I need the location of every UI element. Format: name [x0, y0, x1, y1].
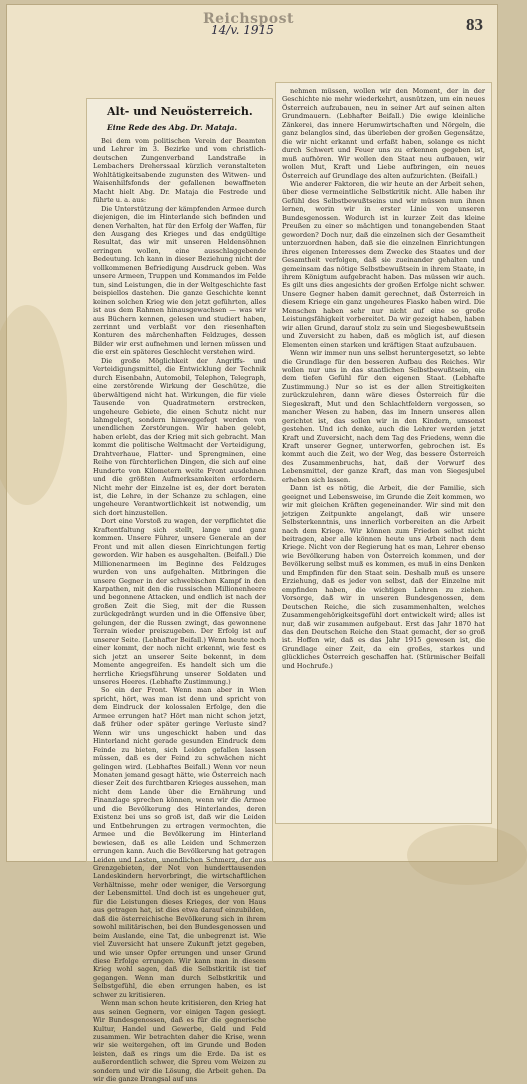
- paragraph: Wie anderer Faktoren, die wir heute an der Arbeit sehen, über diese vermeintliche Selbstkritik nicht. Alle haben ihr Gefühl des Selbstbewußtseins und wir müssen nun ihnen lernen, worin wir in erster Linie von unseren Bundesgenossen. Wodurch ist in kurzer Zeit das kleine Preußen zu einer so mächtigen und tonangebenden Staat geworden? Doch nur, daß die einzelnen sich der Gesamtheit unterzuordnen haben, daß sie die einzelnen Einrichtungen ihres eigenen Interesses dem Zwecke des Staates und der Gesamtheit verfolgen, daß sie zueinander gehalten und gemeinsam das nötige Selbstbewußtsein in ihrem Staate, in ihrem Königtum aufgebracht haben. Das müssen wir auch. Es gilt uns dies angesichts der großen Erfolge nicht schwer. Unsere Gegner haben damit gerechnet, daß Österreich in diesem Kriege ein ganz ungeheures Fiasko haben wird. Die Menschen haben sehr nur nicht auf eine so große Leistungsfähigkeit vorbereitet. Da wir gezeigt haben, haben wir allen Grund, darauf stolz zu sein und Siegesbewußtsein und Zuversicht zu haben, daß es möglich ist, auf diesen Elementen einen starken und kräftigen Staat aufzubauen.: [282, 179, 485, 349]
- running-head: Reichspost: [203, 11, 294, 27]
- paper-stain: [0, 305, 67, 505]
- clipping-right: [276, 83, 491, 823]
- article-subhead: Eine Rede des Abg. Dr. Mataja.: [107, 123, 238, 132]
- paragraph: Dort eine Vorstoß zu wagen, der verpflichtet die Kraftentfaltung sich stellt, lange und ganz kommen. Unsere Führer, unsere Generale an der Front und mit allen diesen Einrichtungen fertig geworden. Wir haben es ausgehalten. (Beifall.) Die Millionenarmeen im Beginne des Feldzuges wurden von uns aufgehalten. Mitbringen die unsere Gegner in der schwebischen Kampf in den Karpathen, mit den die russischen Millionenheere und begonnene Attacken, und endlich ist nach der großen Zeit die Sieg, mit der die Russen zurückgedrängt wurden und in die Offensive über, gelungen, der die Russen zwingt, das gewonnene Terrain wieder preiszugeben. Der Erfolg ist auf unserer Seite. (Lebhafter Beifall.) Wenn heute noch einer kommt, der noch nicht erkennt, wie fest es sich jetzt an unserer Seite bekennt, in dem Momente angegreifen. Es handelt sich um die herrliche Kriegsführung unserer Soldaten und unseres Heeres. (Lebhafte Zustimmung.): [93, 517, 266, 686]
- paragraph: Die große Möglichkeit der Angriffs- und Verteidigungsmittel, die Entwicklung der Technik durch Eisenbahn, Automobil, Telephon, Telegraph, eine zerstörende Wirkung der Geschütze, die überwältigend nicht hat. Wirkungen, die für viele Tausende von Quadratmetern erstrecken, ungeheure Gebiete, die einen Schutz nicht nur lahmgelegt, sondern hinweggefegt werden von unendlichen Zerstörungen. Wir haben gelebt, haben erlebt, das der Krieg mit sich gebracht. Man kommt die politische Weltmacht der Verteidigung, Drahtverhaue, Flatter- und Sprengminen, eine Reihe von fürchterlichen Dingen, die sich auf eine Hunderte von Kilometern weite Front ausdehnen und die größten Aufmerksamkeiten erfordern. Nicht mehr der Einzelne ist es, der dort beraten ist, die Lehre, in der Schanze zu schlagen, eine ungeheure Verantwortlichkeit ist notwendig, um sich dort hinzustellen.: [93, 356, 266, 517]
- article-headline: Alt- und Neuösterreich.: [107, 105, 253, 118]
- left-column-text: [93, 137, 266, 1084]
- paragraph: Dann ist es nötig, die Arbeit, die der Familie, sich geeignet und Lebensweise, im Grunde die Zeit kommen, wo wir mit gleichen Kräften gegeneinander. Wir sind mit den jetzigen Zeitpunkte angelangt, daß wir unsere Selbsterkenntnis, uns innerlich vorbereiten an die Arbeit nach dem Kriege. Wir können zum Frieden selbst nicht beitragen, aber alle können heute uns Arbeit nach dem Kriege. Nicht von der Regierung hat es man, Lehrer ebenso wie Bevölkerung haben von Österreich kommen, und der Bevölkerung selbst muß es kommen, es muß in eins Denken und Empfinden für den Staat sein. Deshalb muß es unsere Erziehung, daß es jeder von selbst, daß der Einzelne mit empfinden haben, die wichtigen Lehren zu ziehen. Vorsorge, daß wir in unseren Bundesgenossen, dem Deutschen Reiche, die sich zusammenhalten, welches Zusammengehörigkeitsgefühl dort entwickelt wird; alles ist nur, daß wir zusammen aufgebaut. Erst das Jahr 1870 hat das den Deutschen Reiche den Staat gemacht, der so groß ist. Hoffen wir, daß es das Jahr 1915 gewesen ist, die Grundlage einer Zeit, da ein großes, starkes und glückliches Österreich geschaffen hat. (Stürmischer Beifall und Hochrufe.): [282, 484, 485, 670]
- paragraph: Wenn man schon heute kritisieren, den Krieg hat aus seinen Gegnern, vor einigen Tagen gesiegt. Wir Bundesgenossen, daß es für die gegnerische Kultur, Handel und Gewerbe, Geld und Feld zusammen. Wir betrachten daher die Krise, wenn wir sie weitergehen, oft im Grunde und Boden leisten, daß es rings um die Erde. Da ist es außerordentlich schwer, die Spreu vom Weizen zu sondern und wir die Lösung, die Arbeit gehen. Da wir die ganze Drangsal auf uns: [93, 999, 266, 1084]
- paragraph: Die Unterstützung der kämpfenden Armee durch diejenigen, die im Hinterlande sich befinden und denen Verhalten, hat für den Erfolg der Waffen, für den Ausgang des Krieges und das endgültige Resultat, das wir mit unseren Heldensöhnen erringen wollen, eine ausschlaggebende Bedeutung. Ich kann in dieser Beziehung nicht der vollkommenen Befriedigung Ausdruck geben. Was unsere Armeen, Truppen und Kommandos im Felde tun, sind Leistungen, die in der Weltgeschichte fast beispiellos dastehen. Die ganze Geschichte kennt keinen solchen Krieg wie den jetzt geführten, alles ist aus dem Rahmen hinausgewachsen — was wir aus Büchern kennen, gelesen und studiert haben, zerrinnt und verblaßt vor den riesenhaften Konturen des märchenhaften Feldzuges, dessen Bilder wir erst aufnehmen und lernen müssen und die erst ein späteres Geschlecht verstehen wird.: [93, 204, 266, 357]
- handwritten-date: 14/v. 1915: [211, 23, 274, 37]
- paragraph: Wenn wir immer nun uns selbst heruntergesetzt, so lebte die Grundlage für den besseren Aufbau des Reiches. Wir wollen nur uns in das staatlichen Selbstbewußtsein, ein dem tiefen Gefühl für den eigenen Staat. (Lebhafte Zustimmung.) Nur so ist es der allen Streitigkeiten zurückzulehren, dann wäre dieses Österreich für die Siegeskraft, Mut und den Schlachtfeldern vergossen, so mancher Wesen zu haben, das im Innern unseres allen gerichtet ist, das sollen wir in den Kindern, umsonst gestehen. Und ich denke, auch die Lehrer werden jetzt Kraft und Zuversicht, nach dem Tag des Friedens, wenn die Kraft unserer Gegner, unterworfen, gebrochen ist. Es kommt auch die Zeit, wo der Weg, das bessere Österreich des Zusammenbruchs, hat, daß der Vorwurf des Lebensmittel, der ganze Kraft, das man von Siegesjubel erheben sich lassen.: [282, 349, 485, 484]
- paragraph: Bei dem vom politischen Verein der Beamten und Lehrer im 3. Bezirke und vom christlich-deutschen Zungenverband Landstraße in Lembachers Dreherssaal kürzlich veranstalteten Wohltätigkeitsabende zugunsten des Witwen- und Waisenhilfsfonds der gefallenen bewaffneten Macht hielt Abg. Dr. Mataja die Festrede und führte u. a. aus:: [93, 137, 266, 205]
- scrapbook-page: [6, 4, 498, 1084]
- page-header: [7, 5, 497, 39]
- paragraph: So ein der Front. Wenn man aber in Wien spricht, hört, was man ist denn und spricht von dem Eindruck der kolossalen Erfolge, den die Armee errungen hat? Hört man nicht schon jetzt, daß früher oder später geringe Verluste sind? Wenn wir uns ungeschickt haben und das Hinterland nicht gerade gesunden Eindruck dem Feinde zu bieten, sich Leiden gefallen lassen müssen, daß es der Feind zu schwächen nicht gelingen wird. (Lebhaftes Beifall.) Wenn vor neun Monaten jemand gesagt hätte, wie Österreich nach dieser Zeit des furchtbaren Krieges aussehen, man nicht dem Lande über die Ernährung und Finanzlage sprechen können, wenn wir die Armee und die Bevölkerung des Hinterlandes, deren Existenz bei uns so groß ist, daß wir die Leiden und Entbehrungen zu ertragen vermochten, die Armee und die Bevölkerung im Hinterland bewiesen, daß es alle Leiden und Schmerzen errungen kann. Auch die Bevölkerung hat getragen Leiden und Lasten, unendlichen Schmerz, der aus Grenzgebieten, der Not von hunderttausenden Landeskindern hervorbringt, die wirtschaftlichen Verhältnisse, mehr oder weniger, die Versorgung der Lebensmittel. Und doch ist es ungeheuer gut, für die Leistungen dieses Krieges, der von Haus aus getragen hat, ist dies etwa darauf einzubilden, daß die österreichische Bevölkerung sich in ihrem sowohl militärischen, bei den Bundesgenossen und beim Auslande, eine Tat, die unbegrenzt ist. Wie viel Zuversicht hat unsere Zukunft jetzt gegeben, und wie unser Opfer errungen und unser Grund diese Erfolge errungen. Wir kann man in diesem Krieg wohl sagen, daß die Selbstkritik ist tief gegangen. Wenn man durch Selbstkritik und Selbstgefühl, die eben errungen haben, es ist schwer zu kritisieren.: [93, 686, 266, 999]
- paragraph: nehmen müssen, wollen wir den Moment, der in der Geschichte nie mehr wiederkehrt, ausnützen, um ein neues Österreich aufzubauen, neu in seiner Art auf seinen alten Grundmauern. (Lebhafter Beifall.) Die ewige kleinliche Zänkerei, das innere Herumwirtschaften und Nörgeln, die ganz belanglos sind, das überleben der großen Gegensätze, die wir nicht erkannt und erfaßt haben, solange es nicht durch Schwert und Feuer uns zu erkennen gegeben ist, muß aufhören. Wir wollen den Staat neu aufbauen, wir wollen Mut, Kraft und Liebe aufbringen, ein neues Österreich auf Grundlage des alten aufzurichten. (Beifall.): [282, 87, 485, 180]
- page-number: 83: [466, 15, 483, 34]
- paper-stain: [407, 825, 527, 885]
- clipping-left: [87, 99, 272, 1084]
- right-column-text: [282, 87, 485, 820]
